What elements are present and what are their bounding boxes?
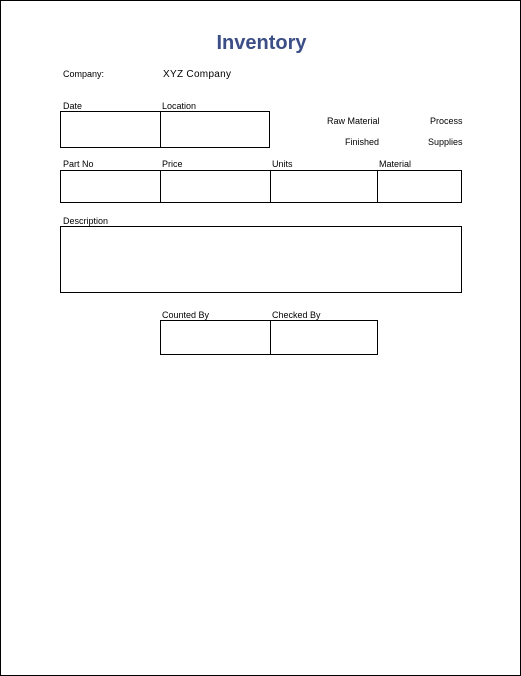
option-process[interactable]: Process — [430, 116, 463, 126]
units-field[interactable] — [270, 170, 378, 203]
location-label: Location — [162, 101, 197, 111]
option-supplies[interactable]: Supplies — [428, 137, 463, 147]
price-field[interactable] — [160, 170, 271, 203]
option-raw-material[interactable]: Raw Material — [327, 116, 380, 126]
checked-by-field[interactable] — [270, 320, 378, 355]
part-no-label: Part No — [63, 159, 94, 169]
form-title: Inventory — [216, 32, 307, 54]
counted-by-field[interactable] — [160, 320, 271, 355]
location-field[interactable] — [160, 111, 270, 148]
description-field[interactable] — [60, 226, 462, 293]
units-label: Units — [272, 159, 293, 169]
date-field[interactable] — [60, 111, 161, 148]
option-finished[interactable]: Finished — [345, 137, 380, 147]
material-label: Material — [379, 159, 412, 169]
checked-by-label: Checked By — [272, 310, 321, 320]
part-no-field[interactable] — [60, 170, 161, 203]
company-label: Company: — [63, 69, 105, 79]
price-label: Price — [162, 159, 183, 169]
description-label: Description — [63, 216, 109, 226]
date-label: Date — [63, 101, 83, 111]
material-field[interactable] — [377, 170, 462, 203]
company-value: XYZ Company — [163, 69, 232, 80]
counted-by-label: Counted By — [162, 310, 210, 320]
